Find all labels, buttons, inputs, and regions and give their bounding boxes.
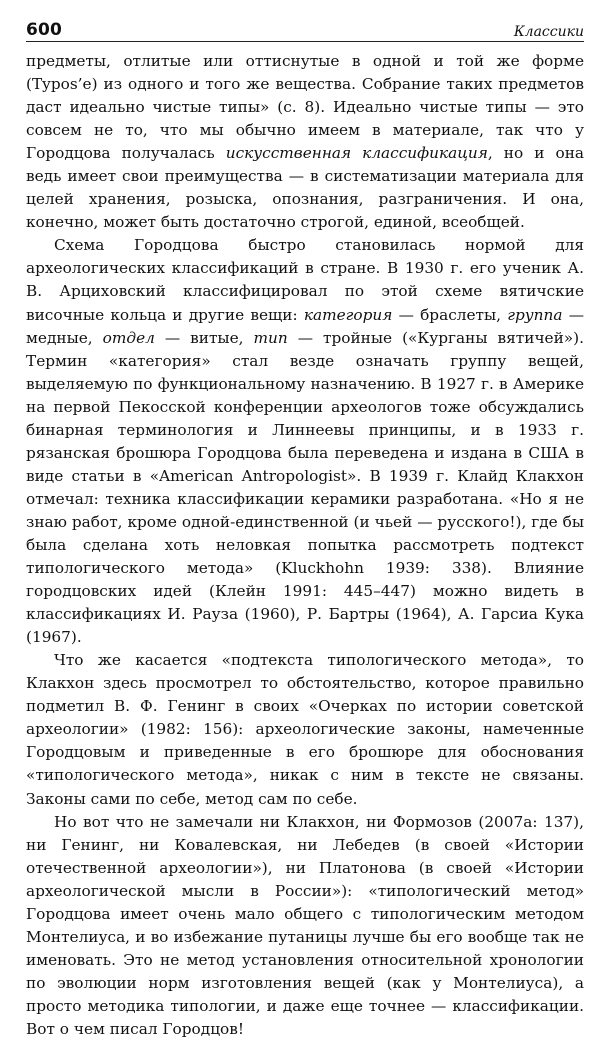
paragraph [26,811,584,1041]
body-text [26,50,584,1041]
text-run: Схема Городцова быстро становилась нормой для археологических классификаций в стране. В 1930 г. его ученик А. В. Арциховский классифицировал по этой схеме вятичские височные кольца и другие вещи: [26,236,584,324]
italic-term: категория [303,305,393,324]
text-run: Что же касается «подтекста типологического метода», то Клакхон здесь просмотрел то обстоятельство, которое правильно подметил В. Ф. Генинг в своих «Очерках по истории советской археологии» (1982: 156): археологические законы, намеченные Городцовым и приведенные в его брошюре для обоснования «типологического метода», никак с ним в тексте не связаны. Законы сами по себе, метод сам по себе. [26,651,584,808]
book-page [26,14,584,1041]
italic-term: отдел [102,328,155,347]
text-run: , но и она ведь имеет свои преимущества — в систематизации материала для целей хранения, розыска, опознания, разграничения. И она, конечно, может быть достаточно строгой, единой, всеобщей. [26,144,585,232]
italic-term: тип [253,328,288,347]
running-title: Классики [513,24,584,40]
text-run: Но вот что не замечали ни Клакхон, ни Формозов (2007а: 137), ни Генинг, ни Ковалевская, ни Лебедев (в своей «Истории отечественной археологии»), ни Платонова (в своей «Истории археологической мысли в России»): «типологический метод» Городцова имеет очень мало общего с типологическим методом Монтелиуса, и во избежание путаницы лучше бы его вообще так не именовать. Это не метод установления относительной хронологии по эволюции норм изготовления вещей (как у Монтелиуса), а просто методика типологии, и даже еще точнее — классификации. Вот о чем писал Городцов! [26,812,584,1038]
paragraph [26,649,584,810]
page-header [26,14,584,42]
text-run: — браслеты, [392,305,508,324]
italic-term: группа [507,305,563,324]
text-run: предметы, отлитые или оттиснутые в одной и той же форме (Typos’e) из одного и того же вещества. Собрание таких предметов даст идеально чистые типы» (с. 8). Идеально чистые типы — это совсем не то, что мы обычно имеем в материале, так что у Городцова получалась [26,52,584,163]
italic-term: искусственная классификация [225,144,488,163]
page-number: 600 [26,20,63,40]
paragraph [26,50,584,234]
text-run: — тройные («Курганы вятичей»). Термин «категория» стал везде означать группу вещей, выделяемую по функциональному назначению. В 1927 г. в Америке на первой Пекосской конференции археологов тоже обсуждались бинарная терминология и Линнеевы принципы, и в 1933 г. рязанская брошюра Городцова была переведена и издана в США в виде статьи в «American Antropologist». В 1939 г. Клайд Клакхон отмечал: техника классификации керамики разработана. «Но я не знаю работ, кроме одной-единственной (и чьей — русского!), где бы была сделана хоть неловкая попытка рассмотреть подтекст типологического метода» (Kluckhohn 1939: 338). Влияние городцовских идей (Клейн 1991: 445–447) можно видеть в классификациях И. Рауза (1960), Р. Бартры (1964), А. Гарсиа Кука (1967). [26,328,584,647]
text-run: — витые, [154,328,254,347]
paragraph [26,234,584,649]
text-run: — медные, [26,305,585,347]
